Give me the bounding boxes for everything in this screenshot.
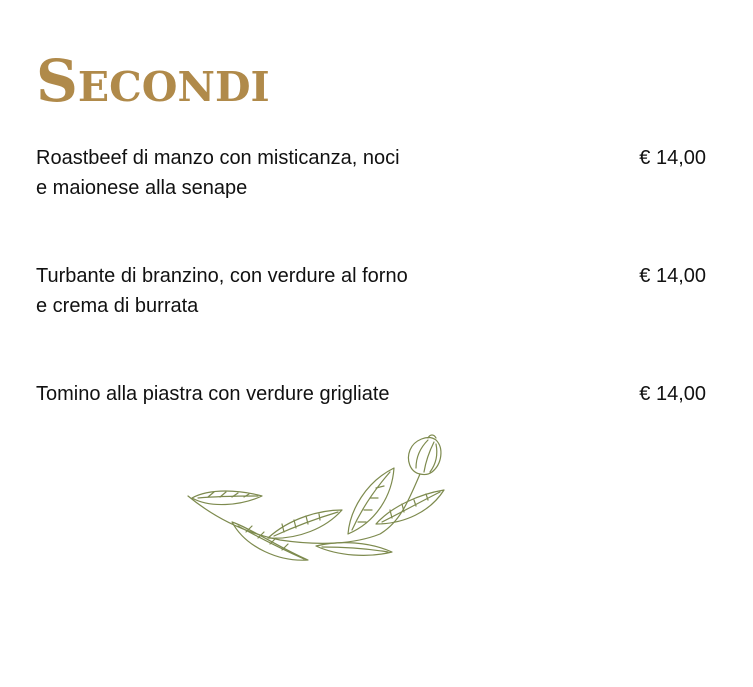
section-title: Secondi: [36, 47, 270, 115]
menu-item-name: [36, 379, 496, 409]
olive-branch-icon: [180, 430, 450, 570]
menu-item-name: [36, 261, 496, 321]
menu-item-name-line: Roastbeef di manzo con misticanza, noci: [36, 147, 400, 169]
menu-item-name: [36, 143, 496, 203]
menu-item-name-line: Turbante di branzino, con verdure al forno: [36, 265, 408, 287]
menu-item-price: € 14,00: [639, 383, 706, 405]
menu-item-branzino: [36, 261, 706, 379]
menu-item-name-line: Tomino alla piastra con verdure grigliate: [36, 383, 390, 405]
menu-item-name-line: e crema di burrata: [36, 295, 199, 317]
menu-item-name-line: e maionese alla senape: [36, 177, 248, 199]
menu-item-price: € 14,00: [639, 265, 706, 287]
menu-item-price: € 14,00: [639, 147, 706, 169]
menu-item-roastbeef: [36, 143, 706, 261]
